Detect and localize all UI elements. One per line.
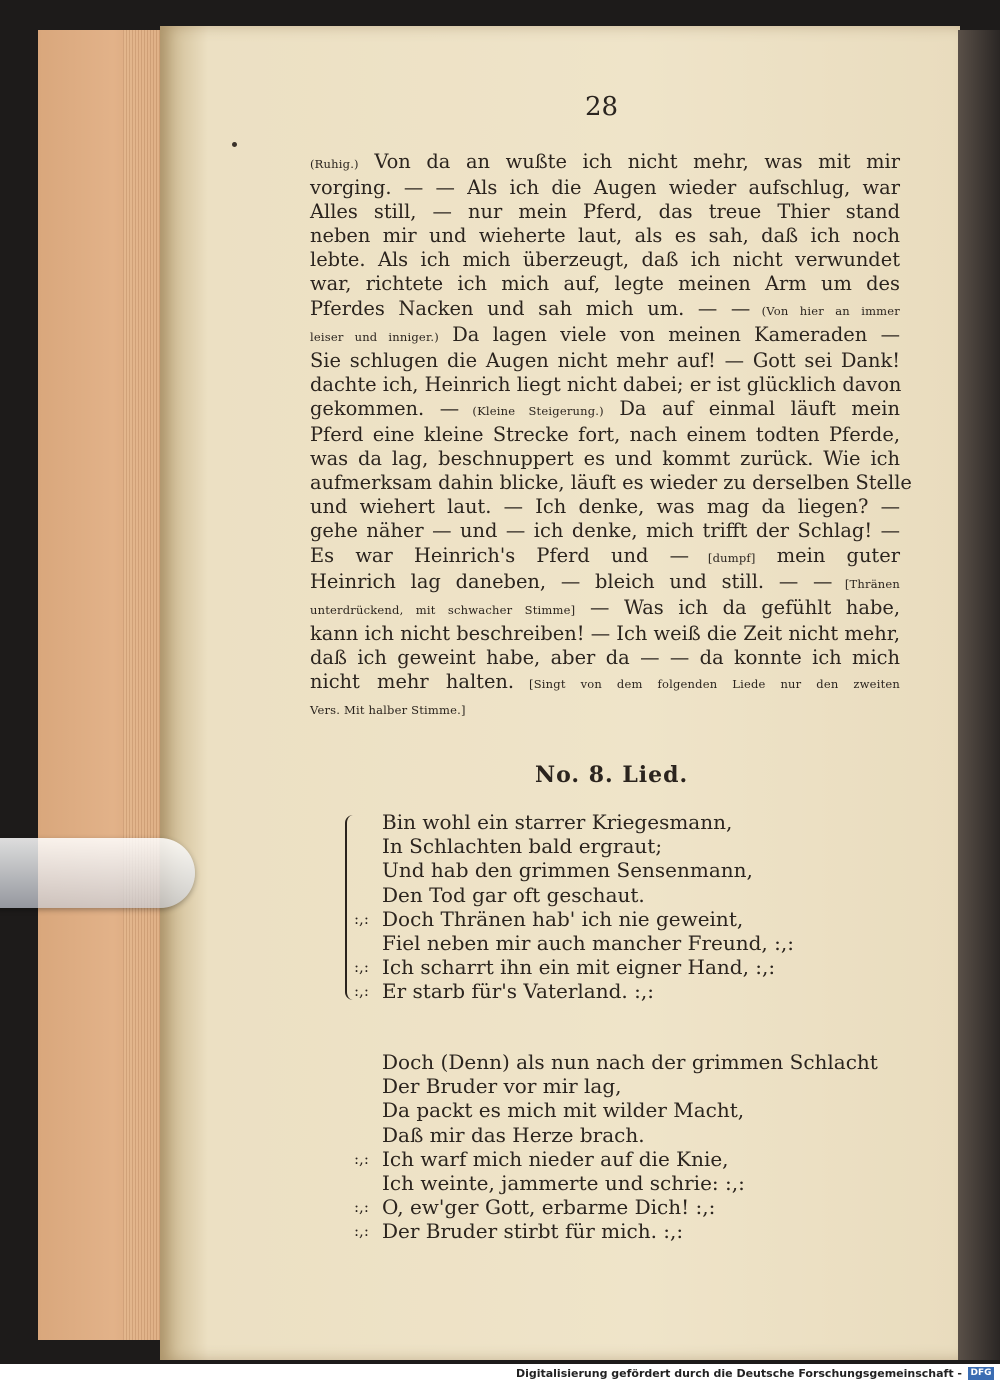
prose-line <box>310 622 900 646</box>
verse-line <box>382 1074 878 1098</box>
prose-text: gehe näher — und — ich denke, mich trifft der Schlag! — <box>310 519 900 543</box>
stage-direction: (Von hier an immer <box>750 303 900 318</box>
verse-line <box>382 931 794 955</box>
prose-text: was da lag, beschnuppert es und kommt zurück. Wie ich <box>310 447 900 471</box>
prose-line <box>310 272 900 296</box>
prose-line <box>310 373 900 397</box>
prose-line <box>310 323 900 349</box>
prose-line <box>310 423 900 447</box>
prose-text: neben mir und wieherte laut, als es sah, daß ich noch <box>310 224 900 248</box>
prose-line <box>310 471 912 495</box>
verse-text: Daß mir das Herze brach. <box>382 1122 645 1147</box>
prose-text: Es war Heinrich's Pferd und — <box>310 543 689 567</box>
verse-text: In Schlachten bald ergraut; <box>382 834 663 859</box>
verse-line <box>382 1098 878 1122</box>
prose-line <box>310 397 900 423</box>
verse-text: Er starb für's Vaterland. :,: <box>382 979 654 1004</box>
page-shadow <box>958 30 1000 1360</box>
stage-direction: (Kleine Steigerung.) <box>459 403 604 418</box>
dfg-logo: DFG <box>968 1367 994 1380</box>
verse-text: Bin wohl ein starrer Kriegesmann, <box>382 810 733 834</box>
prose-text: Da auf einmal läuft mein <box>603 396 900 420</box>
prose-text: kann ich nicht beschreiben! — Ich weiß die Zeit nicht mehr, <box>310 621 900 645</box>
verse-text: Den Tod gar oft geschaut. <box>382 882 645 907</box>
repeat-mark: :,: <box>354 1198 369 1217</box>
verse-text: Da packt es mich mit wilder Macht, <box>382 1098 745 1123</box>
prose-line <box>310 519 900 543</box>
verse-line <box>382 883 794 907</box>
prose-text: Da lagen viele von meinen Kameraden — <box>438 322 900 346</box>
prose-text: Alles still, — nur mein Pferd, das treue Thier stand <box>310 200 900 224</box>
stage-direction: unterdrückend, mit schwacher Stimme] <box>310 602 576 617</box>
margin-mark <box>232 142 237 147</box>
prose-paragraph <box>310 150 912 722</box>
verse-text: Der Bruder vor mir lag, <box>382 1074 622 1099</box>
prose-text: lebte. Als ich mich überzeugt, daß ich nicht verwundet <box>310 248 900 272</box>
stage-direction: leiser und inniger.) <box>310 329 439 344</box>
stage-direction: [dumpf] <box>688 550 756 565</box>
prose-line <box>310 200 900 224</box>
verse-line <box>354 1146 878 1171</box>
prose-text: aufmerksam dahin blicke, läuft es wieder zu derselben Stelle <box>310 471 912 495</box>
stanza-1 <box>354 810 794 1004</box>
verse-line <box>382 1171 878 1195</box>
prose-line <box>310 646 900 670</box>
verse-line <box>354 906 794 931</box>
prose-text: Pferdes Nacken und sah mich um. — — <box>310 296 751 320</box>
prose-text: — Was ich da gefühlt habe, <box>575 595 900 619</box>
prose-text: vorging. — — Als ich die Augen wieder aufschlug, war <box>310 176 900 200</box>
prose-text: Sie schlugen die Augen nicht mehr auf! — Gott sei Dank! <box>310 348 900 372</box>
prose-line <box>310 670 900 696</box>
prose-line <box>310 696 900 722</box>
stage-direction: (Ruhig.) <box>310 157 359 171</box>
prose-line <box>310 150 900 176</box>
stage-direction: [Singt von dem folgenden Liede nur den zweiten <box>514 676 901 691</box>
footer-credit: Digitalisierung gefördert durch die Deutsche Forschungsgemeinschaft - <box>515 1367 962 1380</box>
verse-text: Ich scharrt ihn ein mit eigner Hand, :,: <box>382 955 776 980</box>
verse-text: O, ew'ger Gott, erbarme Dich! :,: <box>382 1195 716 1220</box>
repeat-mark: :,: <box>354 982 369 1001</box>
prose-line <box>310 176 900 200</box>
prose-line <box>310 248 900 272</box>
prose-line <box>310 297 900 323</box>
verse-line <box>382 834 794 858</box>
verse-line <box>354 979 794 1004</box>
glass-page-holder <box>0 838 195 908</box>
verse-text: Fiel neben mir auch mancher Freund, :,: <box>382 931 794 956</box>
prose-text: war, richtete ich mich auf, legte meinen Arm um des <box>310 272 900 296</box>
prose-text: und wiehert laut. — Ich denke, was mag da liegen? — <box>310 495 900 519</box>
verse-line <box>382 810 794 834</box>
verse-line <box>382 858 794 882</box>
prose-line <box>310 596 900 622</box>
verse-text: Ich warf mich nieder auf die Knie, <box>382 1146 729 1171</box>
prose-line <box>310 349 900 373</box>
verse-text: Ich weinte, jammerte und schrie: :,: <box>382 1171 745 1196</box>
repeat-mark: :,: <box>354 909 369 928</box>
prose-text: mein guter <box>755 543 900 567</box>
repeat-mark: :,: <box>354 958 369 977</box>
prose-line <box>310 447 900 471</box>
verse-text: Doch Thränen hab' ich nie geweint, <box>382 906 744 931</box>
prose-text: Heinrich lag daneben, — bleich und still. — — <box>310 569 833 593</box>
prose-text: daß ich geweint habe, aber da — — da konnte ich mich <box>310 645 900 669</box>
repeat-mark: :,: <box>354 1222 369 1241</box>
prose-line <box>310 544 900 570</box>
book-page-edges <box>38 30 163 1340</box>
verse-line <box>354 1219 878 1244</box>
prose-line <box>310 224 900 248</box>
prose-line <box>310 570 900 596</box>
verse-line <box>382 1123 878 1147</box>
prose-text: nicht mehr halten. <box>310 669 515 693</box>
stage-direction: Vers. Mit halber Stimme.] <box>310 703 466 718</box>
prose-text: Von da an wußte ich nicht mehr, was mit mir <box>358 150 900 173</box>
prose-text: dachte ich, Heinrich liegt nicht dabei; er ist glücklich davon <box>310 372 902 396</box>
page-number: 28 <box>585 92 619 122</box>
prose-text: gekommen. — <box>310 396 460 420</box>
verse-text: Und hab den grimmen Sensenmann, <box>382 858 753 883</box>
prose-text: Pferd eine kleine Strecke fort, nach einem todten Pferde, <box>310 423 900 447</box>
verse-text: Doch (Denn) als nun nach der grimmen Schlacht <box>382 1050 878 1074</box>
stanza-2 <box>354 1050 878 1244</box>
repeat-mark: :,: <box>354 1149 369 1168</box>
verse-text: Der Bruder stirbt für mich. :,: <box>382 1219 684 1244</box>
prose-line <box>310 495 900 519</box>
verse-line <box>382 1050 878 1074</box>
stage-direction: [Thränen <box>832 576 900 591</box>
song-title: No. 8. Lied. <box>535 762 689 788</box>
verse-line <box>354 1195 878 1220</box>
verse-line <box>354 955 794 980</box>
